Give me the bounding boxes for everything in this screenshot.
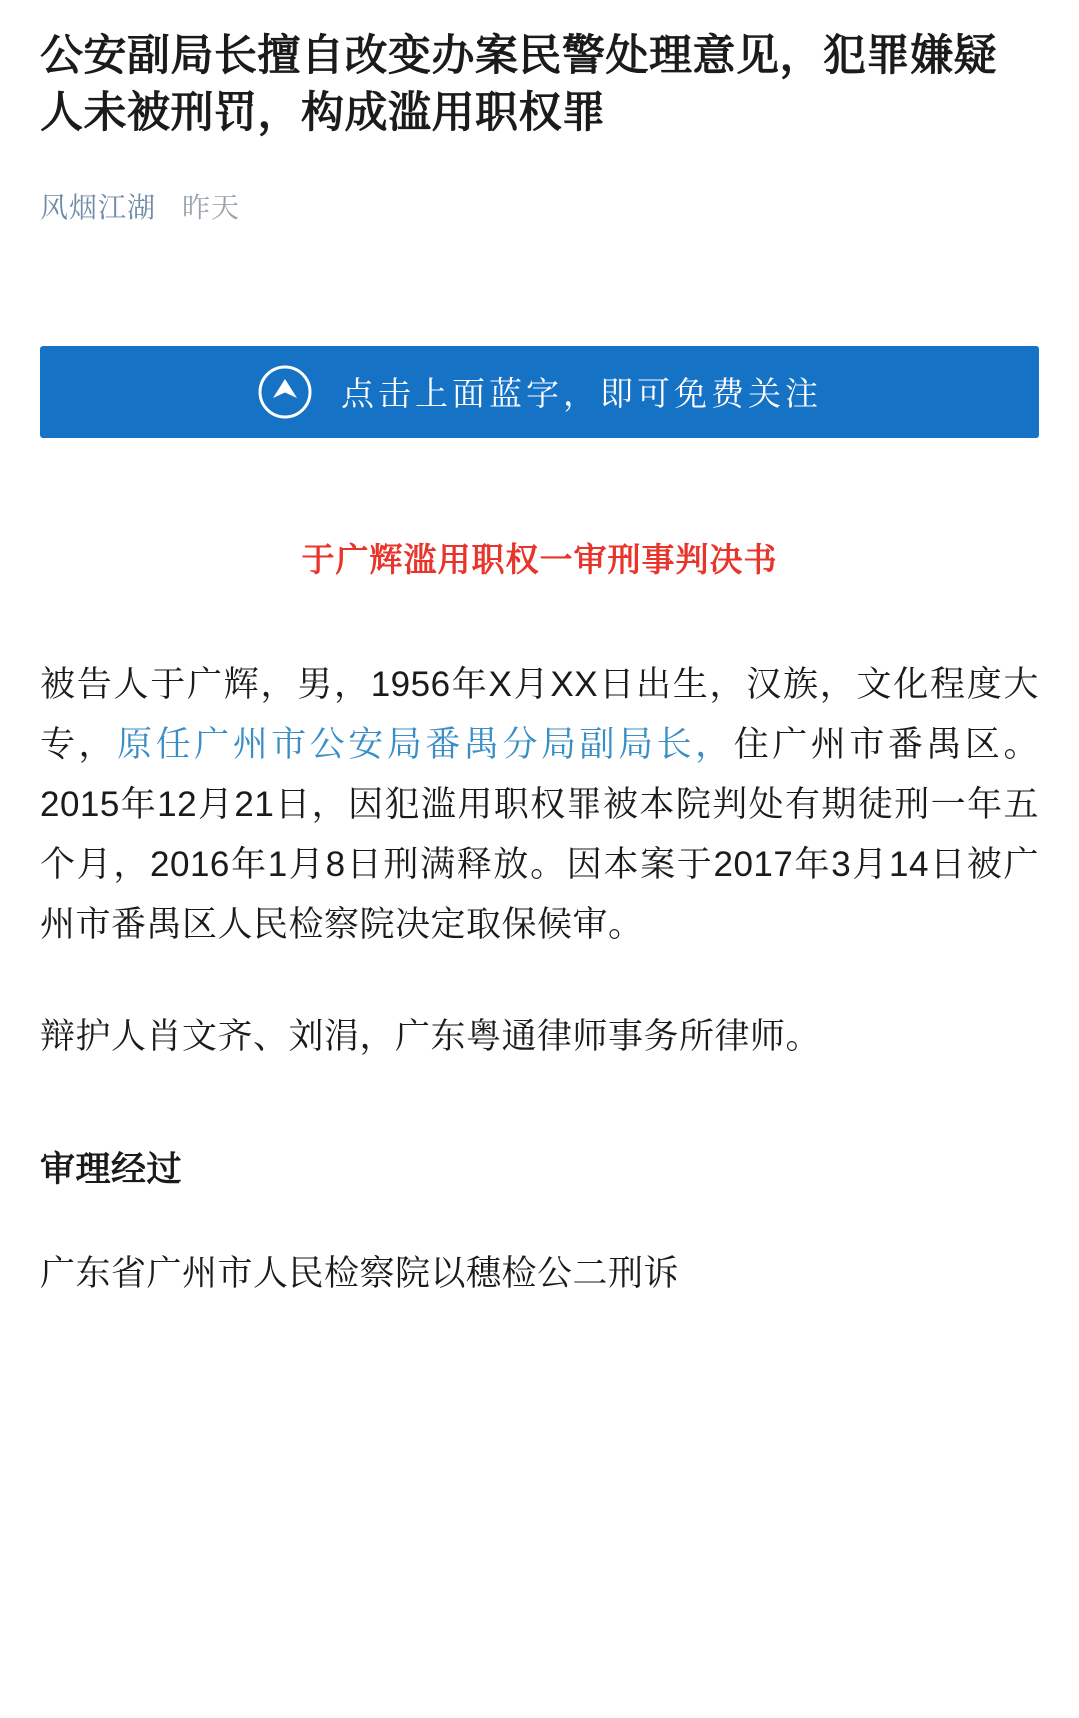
paragraph-highlight-position[interactable]: 原任广州市公安局番禺分局副局长， [117, 724, 734, 764]
article-author[interactable]: 风烟江湖 [40, 191, 157, 223]
paragraph-defendant-info [40, 655, 1039, 956]
spacer [40, 226, 1039, 346]
page-title: 公安副局长擅自改变办案民警处理意见，犯罪嫌疑人未被刑罚，构成滥用职权罪 [40, 32, 997, 137]
article-timestamp: 昨天 [182, 191, 241, 223]
paragraph-procuratorate: 广东省广州市人民检察院以穗检公二刑诉 [40, 1253, 680, 1293]
follow-banner[interactable] [40, 346, 1039, 438]
follow-banner-label: 点击上面蓝字，即可免费关注 [341, 375, 822, 412]
article-meta [40, 186, 1039, 226]
paragraph-part-1: 被告人于广辉，男，1956年X月XX日出生，汉族，文化程度大专， [40, 664, 1039, 764]
paragraph-defense-lawyers: 辩护人肖文齐、刘涓，广东粤通律师事务所律师。 [40, 1017, 822, 1057]
section-title-trial-process: 审理经过 [40, 1149, 183, 1189]
document-heading: 于广辉滥用职权一审刑事判决书 [301, 540, 778, 578]
article-page [0, 18, 1079, 1304]
circle-up-arrow-icon [257, 364, 313, 420]
paragraph-part-2: 住广州市番禺区。2015年12月21日，因犯滥用职权罪被本院判处有期徒刑一年五个月，2016年1月8日刑满释放。因本案于2017年3月14日被广州市番禺区人民检察院决定取保候审。 [40, 724, 1039, 945]
